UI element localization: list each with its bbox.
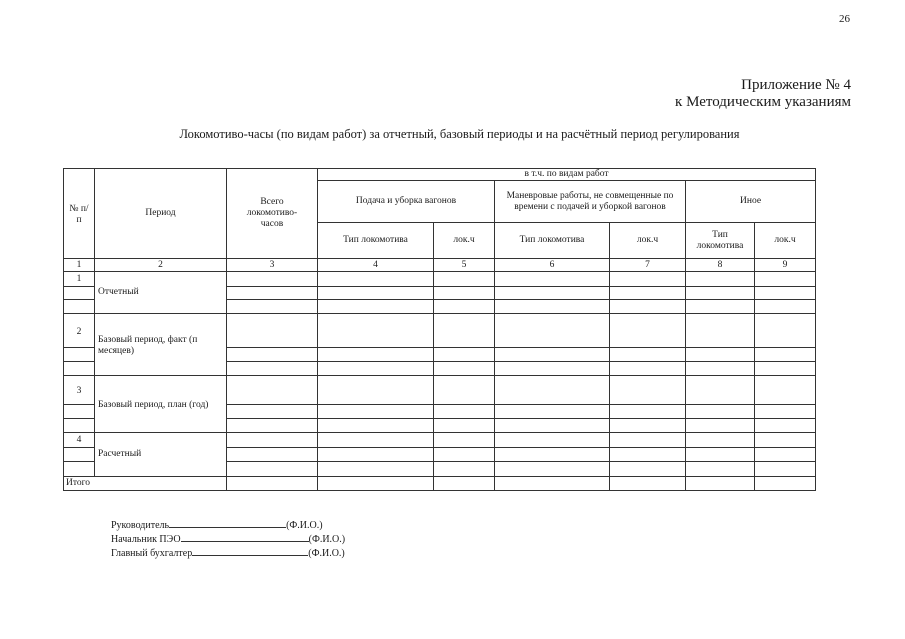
column-number-row <box>64 259 816 272</box>
signature-fio: (Ф.И.О.) <box>286 520 323 531</box>
column-number: 8 <box>686 259 755 272</box>
column-number: 1 <box>64 259 95 272</box>
header-group-supply: Подача и уборка вагонов <box>318 181 495 223</box>
document-title: Локомотиво-часы (по видам работ) за отчетный, базовый периоды и на расчётный период регулирования <box>179 127 740 141</box>
total-row <box>64 477 816 491</box>
row-label: Базовый период, факт (п месяцев) <box>95 314 227 376</box>
column-number: 5 <box>434 259 495 272</box>
signature-role: Начальник ПЭО <box>111 534 181 545</box>
signature-block <box>111 518 345 560</box>
header-loco-type-3: Тип локомотива <box>686 223 755 259</box>
appendix-line-1: Приложение № 4 <box>741 77 851 93</box>
header-lok-h-3: лок.ч <box>755 223 816 259</box>
signature-blank <box>181 532 309 542</box>
appendix-caption <box>675 77 851 111</box>
signature-blank <box>192 546 308 556</box>
header-loco-type-1: Тип локомотива <box>318 223 434 259</box>
header-lok-h-1: лок.ч <box>434 223 495 259</box>
signature-fio: (Ф.И.О.) <box>308 548 345 559</box>
appendix-line-2: к Методическим указаниям <box>675 94 851 110</box>
row-label: Расчетный <box>95 433 227 477</box>
column-number: 3 <box>227 259 318 272</box>
header-by-type: в т.ч. по видам работ <box>318 169 816 181</box>
table-row <box>64 433 816 448</box>
header-period: Период <box>95 169 227 259</box>
column-number: 7 <box>610 259 686 272</box>
header-loco-type-2: Тип локомотива <box>495 223 610 259</box>
table-row <box>64 314 816 348</box>
total-label: Итого <box>64 477 227 491</box>
signature-role: Главный бухгалтер <box>111 548 193 559</box>
table-row <box>64 376 816 405</box>
header-total: Всего локомотиво-часов <box>227 169 318 259</box>
table-row <box>64 272 816 287</box>
column-number: 6 <box>495 259 610 272</box>
row-label: Отчетный <box>95 272 227 314</box>
header-group-other: Иное <box>686 181 816 223</box>
locomotive-hours-table <box>63 168 816 491</box>
header-group-shunting: Маневровые работы, не совмещенные по времени с подачей и уборкой вагонов <box>495 181 686 223</box>
column-number: 9 <box>755 259 816 272</box>
signature-line-chief-accountant <box>111 546 345 560</box>
signature-line-peo-head <box>111 532 345 546</box>
row-number: 3 <box>64 376 95 405</box>
signature-role: Руководитель <box>111 520 170 531</box>
header-num: № п/п <box>64 169 95 259</box>
signature-fio: (Ф.И.О.) <box>308 534 346 545</box>
row-number: 2 <box>64 314 95 348</box>
column-number: 2 <box>95 259 227 272</box>
row-label: Базовый период, план (год) <box>95 376 227 433</box>
page-number: 26 <box>839 13 850 25</box>
header-lok-h-2: лок.ч <box>610 223 686 259</box>
column-number: 4 <box>318 259 434 272</box>
row-number: 4 <box>64 433 95 448</box>
signature-line-director <box>111 518 345 532</box>
signature-blank <box>169 518 286 528</box>
row-number: 1 <box>64 272 95 287</box>
